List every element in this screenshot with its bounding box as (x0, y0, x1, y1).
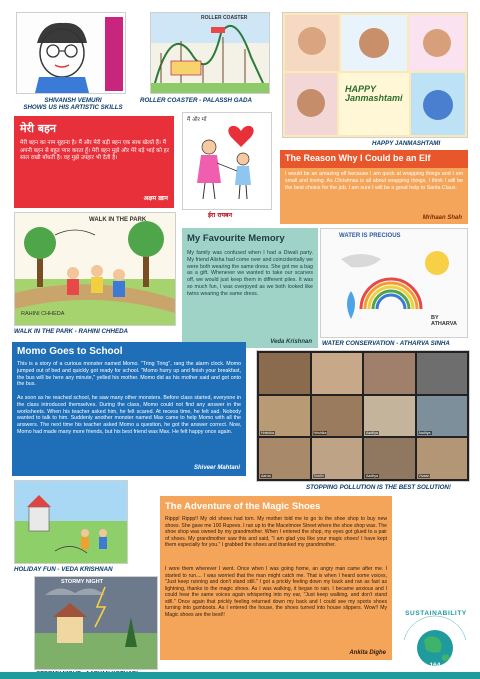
zoom-tile (312, 396, 363, 437)
magic-shoes-title: The Adventure of the Magic Shoes (165, 501, 321, 512)
zoom-name: Hrishika (261, 431, 274, 436)
zoom-tile (417, 438, 468, 479)
janmashtami-banner: HAPPY Janmashtami (345, 84, 403, 104)
elf-body: I would be an amazing elf because I am quick at wrapping things and I am small and loving. As Christmas is all about wrapping things, I think I will be the best choice for the job. I am sure I will be a great help to Santa Claus. (285, 171, 463, 191)
walk-title: WALK IN THE PARK (89, 217, 147, 223)
caption-roller: ROLLER COASTER - PALASSH GADA (140, 97, 252, 104)
zoom-meeting-grid (256, 350, 470, 482)
zoom-name: Hrishika (313, 431, 327, 436)
elf-author: Mrihaan Shah (422, 215, 462, 221)
elf-box (280, 150, 468, 224)
momo-para2: As soon as he reached school, he saw many other monsters. Before class started, everyone in the class introduced themselves. During the class, Momo could not find any answer in the worksheets. When his teacher asked him, he felt scared. At recess time, he felt sad. Nobody wanted to talk to him. Suddenly another monster named Max came to help Momo with all the answers. The next time his teacher asked Momo a question, he got the answer correct. Now, Momo had made many more friends, but his best friend was Max. He felt happy once again. (17, 395, 241, 435)
caption-walk: WALK IN THE PARK - RAHINI CHHEDA (14, 328, 129, 335)
roller-label: ROLLER COASTER (201, 15, 248, 21)
momo-title: Momo Goes to School (17, 346, 123, 357)
walk-in-park-artwork (14, 212, 176, 326)
zoom-tile (364, 438, 415, 479)
zoom-tile (259, 353, 310, 394)
zoom-name: Aaditya (366, 474, 378, 478)
magic-shoes-para1: Rippp! Rippp!! My old shoes had torn. My mother told me to go to the shoe shop to buy new shoes. She gave me 100 Rupees. I ran up to the Macelmore Street where the shoe shop was. The shoe shop was owned by my grandmother. When I entered the shop, my eyes got glued to a pair of shoes. My grandmother saw this and said, "I am glad you like your magic shoes! I have kept them especially for you." I grabbed the shoes and thanked my grandmother. (165, 516, 387, 549)
caption-janmashtami: HAPPY JANMASHTAMI (372, 140, 441, 147)
magic-shoes-para2: I wore them wherever I went. Once when I was going home, an angry man came after me. I started to run.... I was worried that the man might catch me. That is when I heard some voices, "Just keep running and don't stand still." I got a prickly feeling down my back and ran as fast as lightning, thanks to the magic shoes. As I was walking, it began to rain. I became anxious and I could hear the same voices again whispering into my ear, "Just keep walking, and don't stand still." Once again that prickly feeling returned down my back and I could see my sports shoes turning into gumboots. As I entered the house, the shoes turned into house slippers. Wow!! My Magic shoes are the best!! (165, 566, 387, 618)
meri-behan-body: मेरी बहन का नाम सुहाना है। मैं और मेरी बड़ी बहन एक साथ खेलते हैं। मैं अपनी बहन से बहुत प्यार करता हूँ। मेरी बहन मुझे और मेरे बड़े भाई को हर साल राखी बाँधती है। वह मुझे उपहार भी देती है। (20, 140, 169, 162)
zoom-name: Aaditya (366, 431, 378, 436)
magic-shoes-box (160, 496, 392, 660)
caption-shivansh: SHIVANSH VEMURI SHOWS US HIS ARTISTIC SKILLS (23, 97, 123, 112)
memory-body: My family was confused when I had a Diwali party. My friend Alisha had come over and coincidentally we were both wearing the same dress. She got me a bag as a gift. Whenever we wanted to take our scarves off, we would just keep them in different piles. It was so much fun, I was overjoyed as we both looked like twins wearing the same dress. (187, 250, 313, 297)
meri-behan-title: मेरी बहन (20, 122, 56, 135)
roller-coaster-artwork (150, 12, 270, 94)
page-number: 164 (429, 662, 441, 669)
memory-box (182, 228, 318, 348)
janmashtami-collage (282, 12, 468, 138)
stormy-title: STORMY NIGHT (61, 579, 103, 585)
holiday-fun-artwork (14, 480, 128, 564)
momo-box (12, 342, 246, 476)
memory-title: My Favourite Memory (187, 233, 285, 244)
zoom-tile (364, 353, 415, 394)
zoom-name: Vivaan (418, 474, 430, 478)
meri-behan-author: अक्षम ख़ान (143, 195, 168, 202)
water-signature: BY ATHARVA (431, 315, 457, 327)
magic-shoes-author: Ankita Dighe (349, 650, 386, 656)
meri-behan-box (14, 116, 174, 208)
momo-para1: This is a story of a curious monster named Momo. "Tring Tring", rang the alarm clock. Momo jumped out of bed and quickly got ready for school. "Momo hurry up and finish your breakfast, the bus will be here any minute," yelled his mother. Momo did as his mother said and got onto the bus. (17, 361, 241, 388)
footer-band (0, 672, 480, 679)
water-title: WATER IS PRECIOUS (339, 233, 401, 239)
zoom-tile (259, 396, 310, 437)
sustainability-badge (398, 604, 472, 674)
zoom-tile (259, 438, 310, 479)
zoom-tile (312, 438, 363, 479)
caption-pollution: STOPPING POLLUTION IS THE BEST SOLUTION! (306, 484, 451, 491)
zoom-name: Aaditya (418, 431, 431, 436)
zoom-tile (364, 396, 415, 437)
zoom-tiles (259, 353, 467, 479)
sustainability-label: SUSTAINABILITY (405, 610, 467, 617)
zoom-tile (312, 353, 363, 394)
zoom-name: Siddhi (313, 474, 324, 478)
sister-drawing (182, 112, 272, 210)
memory-author: Veda Krishnan (270, 339, 312, 345)
caption-sister-drawing: ईरा रायबन (208, 212, 233, 219)
water-conservation-artwork (320, 228, 468, 338)
walk-signature: RAHINI CHHEDA (21, 311, 65, 317)
zoom-tile (417, 353, 468, 394)
elf-title: The Reason Why I Could be an Elf (285, 153, 431, 163)
caption-holiday: HOLIDAY FUN - VEDA KRISHNAN (14, 566, 113, 573)
zoom-name: Aarna (261, 474, 271, 478)
sister-label: मैं और माँ (187, 117, 207, 123)
zoom-tile (417, 396, 468, 437)
caption-water: WATER CONSERVATION - ATHARVA SINHA (322, 340, 450, 347)
shivansh-artwork (16, 12, 126, 94)
momo-author: Shiveer Mahtani (193, 465, 240, 471)
stormy-night-artwork (34, 576, 158, 670)
